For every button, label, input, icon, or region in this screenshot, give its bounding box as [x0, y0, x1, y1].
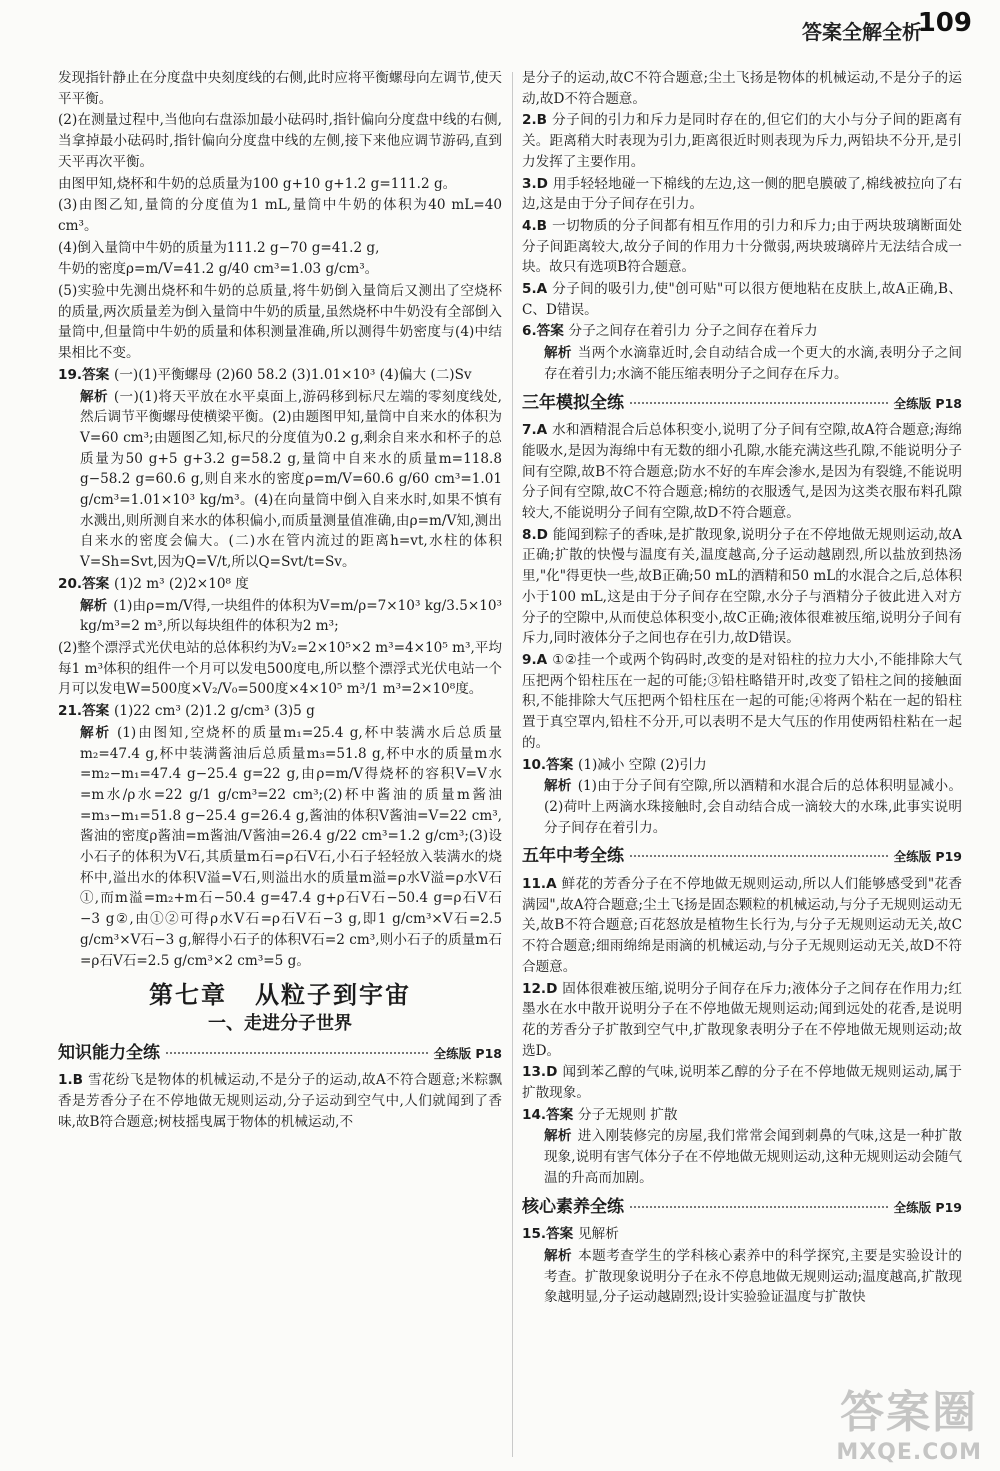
- answer-paragraph: 10.答案 (1)减小 空隙 (2)引力: [522, 756, 707, 773]
- answer-paragraph: (3)由图乙知,量筒的分度值为1 mL,量筒中牛奶的体积为40 mL=40 cm³。: [58, 197, 502, 234]
- header-title: 答案全解全析: [802, 20, 922, 44]
- chapter-label: 第七章: [149, 981, 227, 1010]
- answer-paragraph: 1.B 雪花纷飞是物体的机械运动,不是分子的运动,故A不符合题意;米粽飘香是芳香分子在不停地做无规则运动,分子运动到空气中,人们就闻到了香味,故B符合题意;树枝摇曳属于物体的机械运动,不: [58, 1072, 503, 1130]
- section-title: 五年中考全练: [522, 846, 624, 867]
- chapter-heading: [58, 981, 502, 1010]
- answer-paragraph: 21.答案 (1)22 cm³ (2)1.2 g/cm³ (3)5 g: [58, 703, 315, 720]
- section-title: 核心素养全练: [522, 1196, 624, 1217]
- answer-paragraph: 由图甲知,烧杯和牛奶的总质量为100 g+10 g+1.2 g=111.2 g。: [58, 175, 457, 192]
- answer-paragraph: 解析 进入刚装修完的房屋,我们常常会闻到刺鼻的气味,这是一种扩散现象,说明有害气体分子在不停地做无规则运动,这种无规则运动会随气温的升高而加剧。: [544, 1128, 962, 1186]
- watermark-logo: 答案圈 MXQE.COM: [836, 1387, 982, 1465]
- section-header-five-year: [522, 846, 962, 868]
- section-dots: [630, 1206, 888, 1208]
- answer-paragraph: 解析 当两个水滴靠近时,会自动结合成一个更大的水滴,表明分子之间存在着引力;水滴不能压缩表明分子之间存在斥力。: [544, 345, 962, 382]
- answer-paragraph: 19.答案 (一)(1)平衡螺母 (2)60 58.2 (3)1.01×10³ (4)偏大 (二)Sv: [58, 366, 472, 383]
- answer-paragraph: 解析 (一)(1)将天平放在水平桌面上,游码移到标尺左端的零刻度线处,然后调节平衡螺母使横梁平衡。(2)由题图甲知,量筒中自来水的体积为V=60 cm³;由题图乙知,标尺的分度值为0.2 g,剩余自来水和杯子的总质量为50 g+5 g+3.2 g=58.2 g,量筒中自来水的质量m=118.8 g−58.2 g=60.6 g,则自来水的密度ρ=m/V=60.6 g/60 cm³=1.01 g/cm³=1.01×10³ kg/m³。(4)在向量筒中倒入自来水时,如果不慎有水溅出,则所测自来水的体积偏小,而质量测量值准确,由ρ=m/V知,测出自来水的密度会偏大。(二)水在管内流过的距离h=vt,水柱的体积V=Sh=Svt,因为Q=V/t,所以Q=Svt/t=Sv。: [80, 388, 502, 571]
- lesson-subtitle: 一、走进分子世界: [208, 1012, 352, 1034]
- right-intro-list: [522, 68, 962, 385]
- section3-list: [522, 1224, 962, 1308]
- section-header-knowledge: [58, 1043, 502, 1065]
- answer-paragraph: 9.A ①②挂一个或两个钩码时,改变的是对铅柱的拉力大小,不能排除大气压把两个铅柱压在一起的可能;③铅柱略错开时,改变了铅柱之间的接触面积,不能排除大气压把两个铅柱压在一起的可能;④将两个粘在一起的铅柱置于真空罩内,铅柱不分开,可以表明不是大气压的作用使两铅柱粘在一起的。: [522, 651, 962, 751]
- answer-paragraph: 6.答案 分子之间存在着引力 分子之间存在着斥力: [522, 323, 818, 340]
- section-ref: 全练版 P19: [893, 1199, 962, 1215]
- answer-paragraph: 8.D 能闻到粽子的香味,是扩散现象,说明分子在不停地做无规则运动,故A正确;扩散的快慢与温度有关,温度越高,分子运动越剧烈,所以盐放到热汤里,"化"得更快一些,故B正确;50 mL的酒精和50 mL的水混合之后,总体积小于100 mL,这是由于分子间存在空隙,水分子与酒精分子彼此进入对方分子的空隙中,从而使总体积变小,故C正确;液体很难被压缩,说明分子间有斥力,同时液体分子之间也存在引力,故D错误。: [522, 526, 962, 647]
- answer-paragraph: 11.A 鲜花的芳香分子在不停地做无规则运动,所以人们能够感受到"花香满园",故A符合题意;尘土飞扬是固态颗粒的机械运动,与分子无规则运动无关,故B不符合题意;百花怒放是植物生长行为,与分子无规则运动无关,故C不符合题意;细雨绵绵是雨滴的机械运动,与分子无规则运动无关,故D不符合题意。: [522, 876, 962, 975]
- answer-paragraph: 3.D 用手轻轻地碰一下棉线的左边,这一侧的肥皂膜破了,棉线被拉向了右边,这是由于分子间存在引力。: [522, 175, 963, 213]
- left-column: [58, 68, 502, 1133]
- left-tail-list: [58, 1070, 502, 1132]
- answer-paragraph: 20.答案 (1)2 m³ (2)2×10⁸ 度: [58, 575, 249, 592]
- column-divider: [512, 72, 513, 1457]
- answer-paragraph: 解析 (1)由图知,空烧杯的质量m₁=25.4 g,杯中装满水后总质量m₂=47.4 g,杯中装满酱油后总质量m₃=51.8 g,杯中水的质量m水=m₂−m₁=47.4 g−25.4 g=22 g,由ρ=m/V得烧杯的容积V=V水=m水/ρ水=22 g/1 g/cm³=22 cm³;(2)杯中酱油的质量m酱油=m₃−m₁=51.8 g−25.4 g=26.4 g,酱油的体积V酱油=V=22 cm³,酱油的密度ρ酱油=m酱油/V酱油=26.4 g/22 cm³=1.2 g/cm³;(3)设小石子的体积为V石,其质量m石=ρ石V石,小石子轻轻放入装满水的烧杯中,溢出水的体积V溢=V石,则溢出水的质量m溢=ρ水V溢=ρ水V石①,而m溢=m₂+m石−50.4 g=47.4 g+ρ石V石−50.4 g=ρ石V石−3 g②,由①②可得ρ水V石=ρ石V石−3 g,即1 g/cm³×V石=2.5 g/cm³×V石−3 g,解得小石子的体积V石=2 cm³,则小石子的质量m石=ρ石V石=2.5 g/cm³×2 cm³=5 g。: [80, 724, 503, 969]
- answer-paragraph: 解析 (1)由于分子间有空隙,所以酒精和水混合后的总体积明显减小。(2)荷叶上两滴水珠接触时,会自动结合成一滴较大的水珠,此事实说明分子间存在着引力。: [544, 778, 963, 836]
- answer-paragraph: (4)倒入量筒中牛奶的质量为111.2 g−70 g=41.2 g,: [58, 239, 380, 256]
- page-number: 109: [917, 8, 972, 38]
- answer-paragraph: 7.A 水和酒精混合后总体积变小,说明了分子间有空隙,故A符合题意;海绵能吸水,是因为海绵中有无数的细小孔隙,水能充满这些孔隙,不能说明分子间有空隙,故B不符合题意;防水不好的车库会渗水,是因为有裂缝,不能说明分子间有空隙,故C不符合题意;棉纺的衣服透气,是因为这类衣服布料孔隙较大,不能说明分子间有空隙,故D不符合题意。: [522, 422, 962, 522]
- answer-paragraph: 5.A 分子间的吸引力,使"创可贴"可以很方便地粘在皮肤上,故A正确,B、C、D错误。: [522, 281, 962, 318]
- answer-paragraph: 13.D 闻到苯乙醇的气味,说明苯乙醇的分子在不停地做无规则运动,属于扩散现象。: [522, 1064, 962, 1102]
- section-header-core: [522, 1197, 962, 1219]
- section2-list: [522, 874, 962, 1189]
- answer-paragraph: (2)在测量过程中,当他向右盘添加最小砝码时,指针偏向分度盘中线的右侧,当拿掉最小砝码时,指针偏向分度盘中线的左侧,接下来他应调节游码,直到天平再次平衡。: [58, 112, 502, 170]
- answer-paragraph: 解析 本题考查学生的学科核心素养中的科学探究,主要是实验设计的考查。扩散现象说明分子在永不停息地做无规则运动;温度越高,扩散现象越明显,分子运动越剧烈;设计实验验证温度与扩散快: [544, 1247, 963, 1306]
- section-ref: 全练版 P19: [893, 849, 962, 865]
- answer-paragraph: 15.答案 见解析: [522, 1226, 619, 1243]
- section-dots: [630, 855, 888, 857]
- answer-paragraph: 牛奶的密度ρ=m/V=41.2 g/40 cm³=1.03 g/cm³。: [58, 261, 379, 278]
- section-header-three-year: [522, 393, 962, 415]
- right-column: [522, 68, 962, 1309]
- answer-paragraph: 14.答案 分子无规则 扩散: [522, 1106, 678, 1123]
- answer-paragraph: 解析 (1)由ρ=m/V得,一块组件的体积为V=m/ρ=7×10³ kg/3.5×10³ kg/m³=2 m³,所以每块组件的体积为2 m³;: [80, 597, 503, 635]
- section-ref: 全练版 P18: [433, 1045, 502, 1061]
- section-title: 三年模拟全练: [522, 392, 624, 413]
- answer-paragraph: 2.B 分子间的引力和斥力是同时存在的,但它们的大小与分子间的距离有关。距离稍大时表现为引力,距离很近时则表现为斥力,两铅块不分开,是引力发挥了主要作用。: [522, 112, 962, 170]
- answer-paragraph: 是分子的运动,故C不符合题意;尘土飞扬是物体的机械运动,不是分子的运动,故D不符合题意。: [522, 70, 962, 107]
- section-ref: 全练版 P18: [893, 395, 962, 411]
- section1-list: [522, 420, 962, 838]
- left-answer-list: [58, 68, 502, 971]
- section-title: 知识能力全练: [58, 1042, 160, 1063]
- chapter-title: 从粒子到宇宙: [255, 981, 411, 1010]
- answer-paragraph: (2)整个漂浮式光伏电站的总体积约为V₂=2×10⁵×2 m³=4×10⁵ m³,平均每1 m³体积的组件一个月可以发电500度电,所以整个漂浮式光伏电站一个月可以发电W=500度×V₂/V₀=500度×4×10⁵ m³/1 m³=2×10⁸度。: [58, 639, 502, 698]
- section-dots: [630, 402, 888, 404]
- answer-paragraph: 4.B 一切物质的分子间都有相互作用的引力和斥力;由于两块玻璃断面处分子间距离较大,故分子间的作用力十分微弱,两块玻璃碎片无法结合成一块。故只有选项B符合题意。: [522, 217, 963, 276]
- answer-paragraph: 12.D 固体很难被压缩,说明分子间存在斥力;液体分子之间存在作用力;红墨水在水中散开说明分子在不停地做无规则运动;闻到远处的花香,是说明花的芳香分子扩散到空气中,扩散现象表明分子在不停地做无规则运动;故选D。: [522, 980, 962, 1059]
- answer-paragraph: 发现指针静止在分度盘中央刻度线的右侧,此时应将平衡螺母向左调节,使天平平衡。: [58, 70, 502, 107]
- section-dots: [166, 1052, 428, 1054]
- answer-paragraph: (5)实验中先测出烧杯和牛奶的总质量,将牛奶倒入量筒后又测出了空烧杯的质量,两次质量差为倒入量筒中牛奶的质量,虽然烧杯中牛奶没有全部倒入量筒中,但量筒中牛奶的质量和体积测量准确,所以测得牛奶密度与(4)中结果相比不变。: [58, 283, 502, 362]
